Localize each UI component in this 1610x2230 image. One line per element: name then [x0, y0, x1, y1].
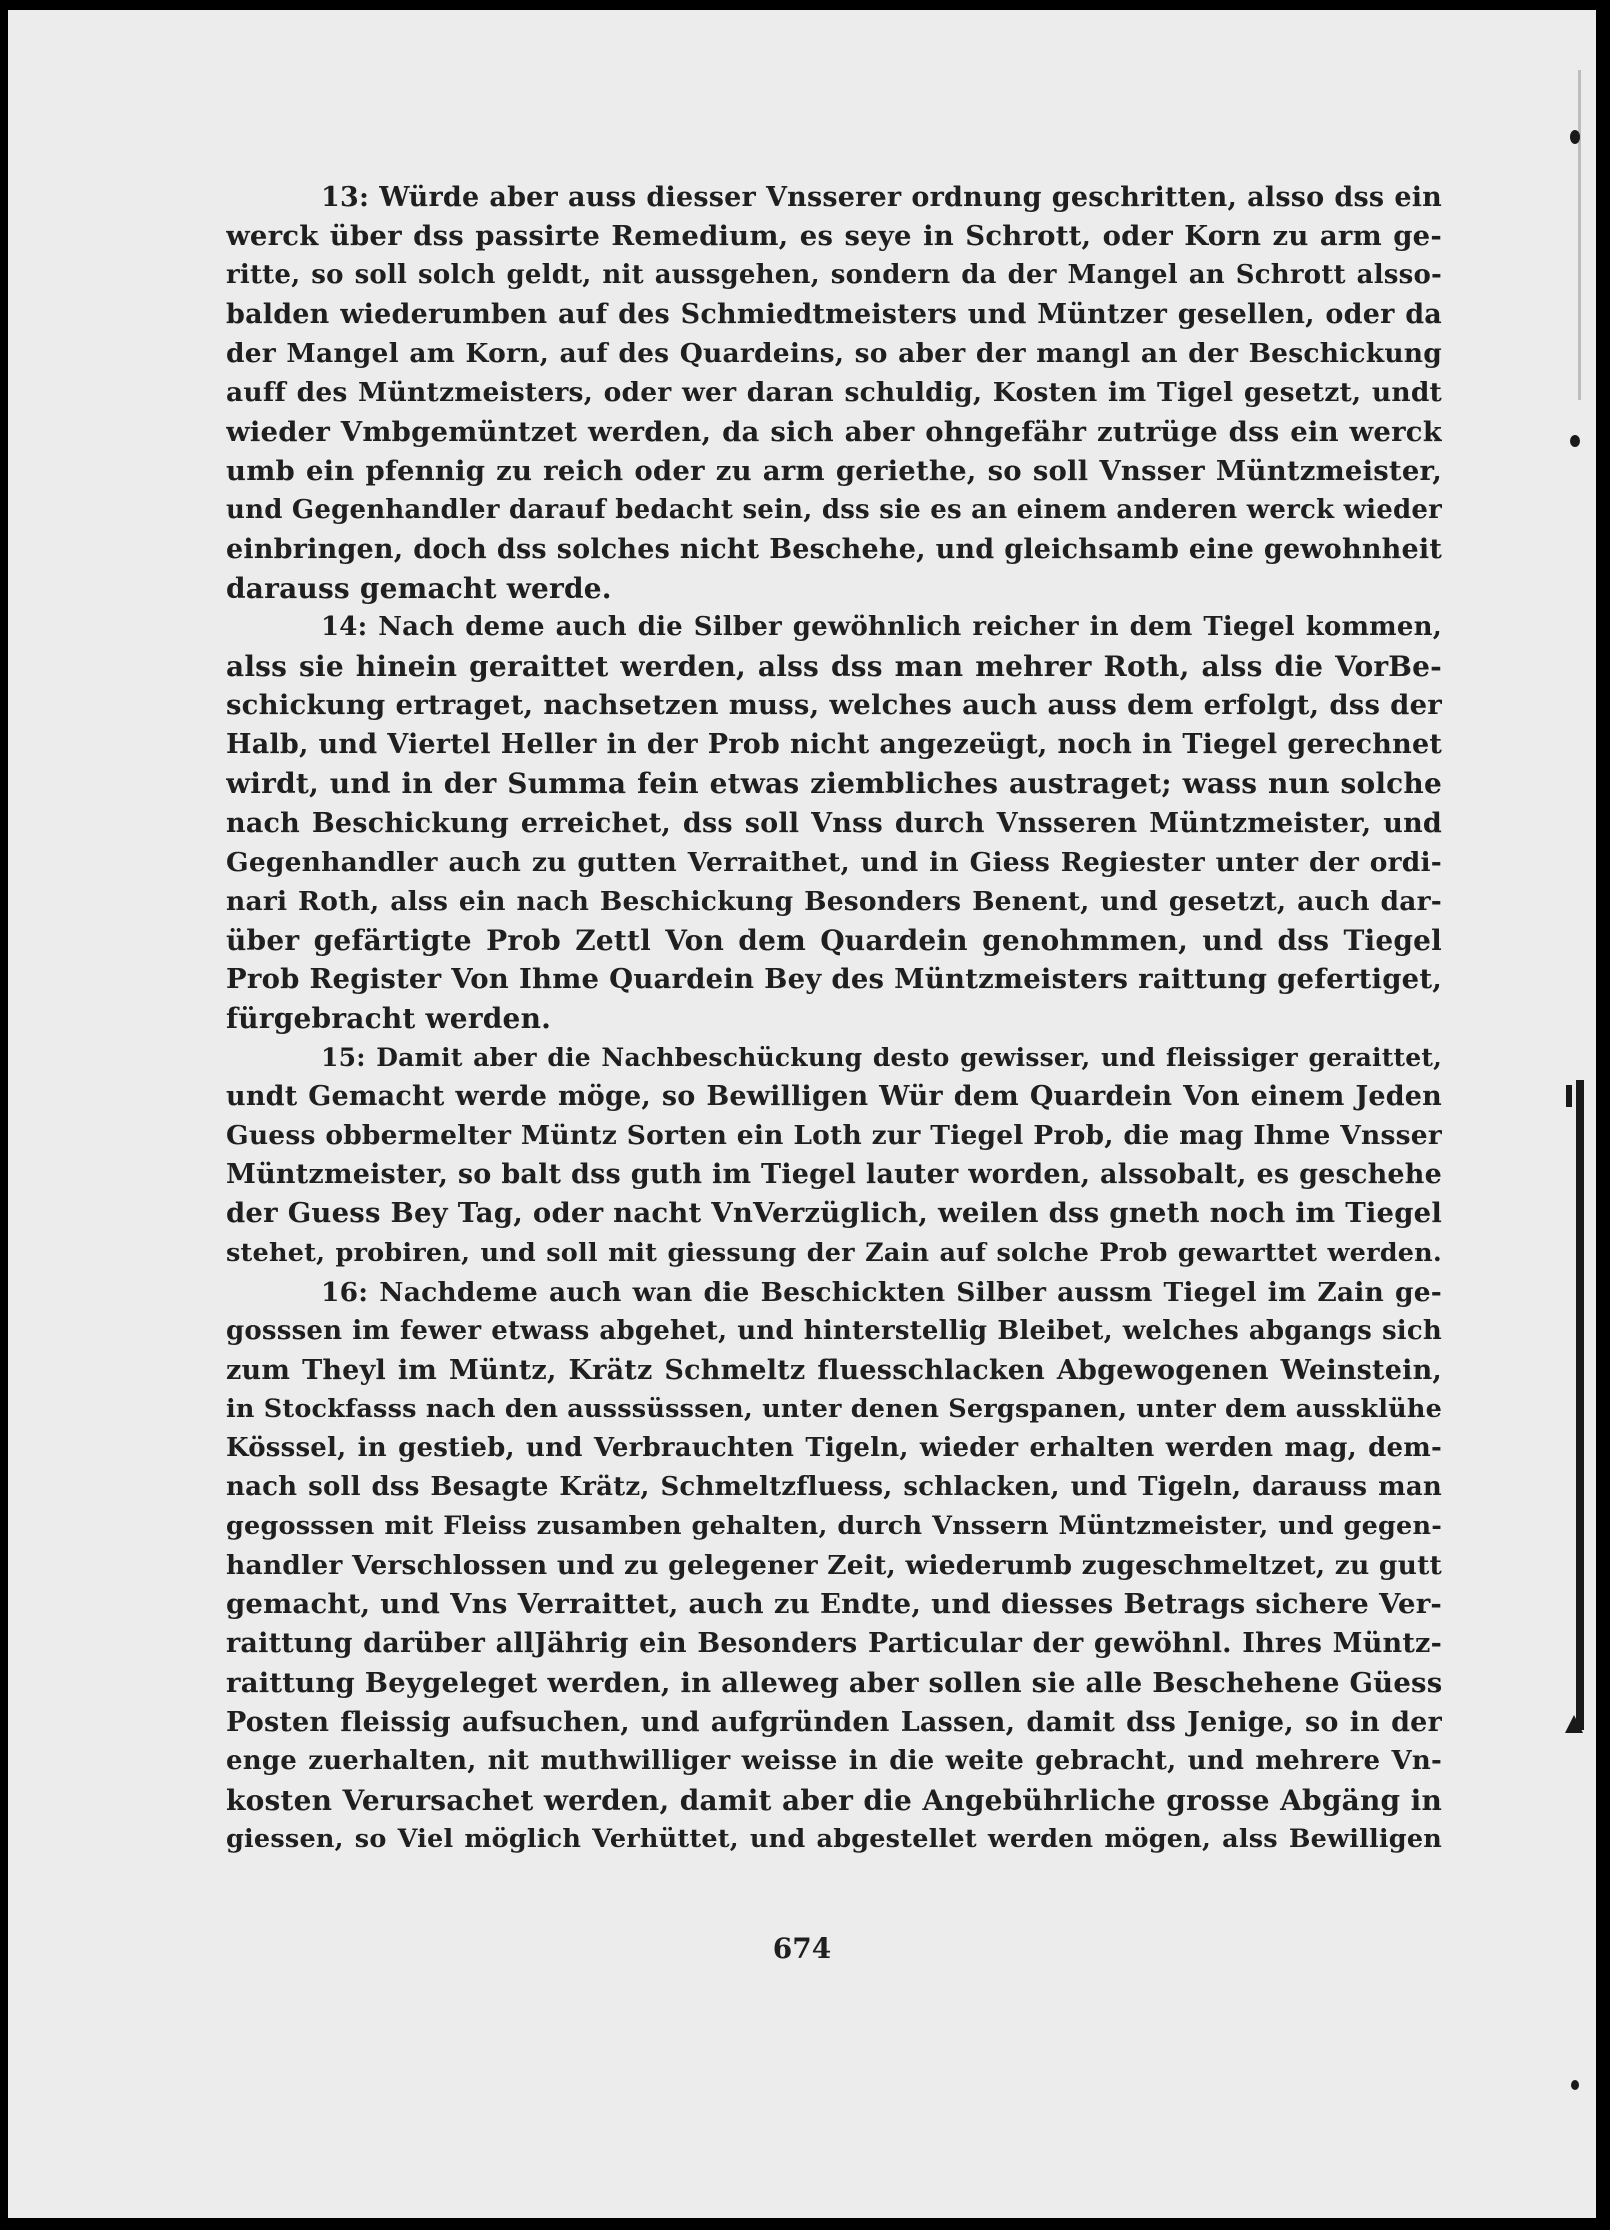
text-line: wirdt, und in der Summa fein etwas ziembliches austraget; wass nun solche — [226, 767, 1442, 801]
text-line: nach Beschickung erreichet, dss soll Vnss durch Vnsseren Müntzmeister, und — [226, 807, 1442, 839]
text-line: Prob Register Von Ihme Quardein Bey des Müntzmeisters raittung gefertiget, — [226, 962, 1442, 995]
text-line: umb ein pfennig zu reich oder zu arm geriethe, so soll Vnsser Müntzmeister, — [226, 454, 1442, 487]
text-line: schickung ertraget, nachsetzen muss, welches auch auss dem erfolgt, dss der — [226, 689, 1442, 722]
text-line: darauss gemacht werde. — [226, 571, 612, 605]
text-line: der Guess Bey Tag, oder nacht VnVerzüglich, weilen dss gneth noch im Tiegel — [226, 1197, 1442, 1230]
text-line: gemacht, und Vns Verraittet, auch zu Endte, und diesses Betrags sichere Ver- — [226, 1588, 1442, 1621]
text-line: kosten Verursachet werden, damit aber die Angebührliche grosse Abgäng in — [226, 1783, 1442, 1817]
text-line: 13: Würde aber auss diesser Vnsserer ordnung geschritten, alsso dss ein — [321, 182, 1442, 213]
text-line: balden wiederumben auf des Schmiedtmeisters und Müntzer gesellen, oder da — [226, 299, 1442, 331]
text-line: über gefärtigte Prob Zettl Von dem Quardein genohmmen, und dss Tiegel — [226, 923, 1442, 957]
text-line: 15: Damit aber die Nachbeschückung desto gewisser, und fleissiger geraittet, — [321, 1043, 1442, 1073]
text-line: 16: Nachdeme auch wan die Beschickten Silber aussm Tiegel im Zain ge- — [321, 1276, 1442, 1308]
text-line: Gegenhandler auch zu gutten Verraithet, und in Giess Regiester unter der ordi- — [226, 846, 1442, 878]
text-line: Guess obbermelter Müntz Sorten ein Loth zur Tiegel Prob, die mag Ihme Vnsser — [226, 1120, 1442, 1152]
text-line: giessen, so Viel möglich Verhüttet, und abgestellet werden mögen, alss Bewilligen — [226, 1823, 1442, 1854]
scan-mark-dot — [1571, 2080, 1579, 2090]
text-line: ritte, so soll solch geldt, nit aussgehen, sondern da der Mangel an Schrott alsso- — [226, 260, 1442, 291]
scan-mark-dot — [1570, 435, 1580, 447]
scan-mark-bar — [1566, 1085, 1572, 1107]
text-line: raittung Beygeleget werden, in alleweg aber sollen sie alle Beschehene Güess — [226, 1666, 1442, 1699]
text-line: Müntzmeister, so balt dss guth im Tiegel lauter worden, alssobalt, es geschehe — [226, 1159, 1442, 1191]
scan-mark-dot — [1570, 130, 1580, 144]
text-line: fürgebracht werden. — [226, 1001, 552, 1035]
text-line: in Stockfasss nach den ausssüsssen, unter denen Sergspanen, unter dem aussklühe — [226, 1393, 1442, 1424]
text-line: nari Roth, alss ein nach Beschickung Besonders Benent, und gesetzt, auch dar- — [226, 885, 1442, 917]
text-line: gegosssen mit Fleiss zusamben gehalten, durch Vnssern Müntzmeister, und gegen- — [226, 1511, 1442, 1542]
text-line: stehet, probiren, und soll mit giessung der Zain auf solche Prob gewarttet werden. — [226, 1237, 1442, 1268]
body-text — [226, 178, 1442, 1859]
text-line: enge zuerhalten, nit muthwilliger weisse in die weite gebracht, und mehrere Vn- — [226, 1745, 1442, 1776]
text-line: Posten fleissig aufsuchen, und aufgründen Lassen, damit dss Jenige, so in der — [226, 1706, 1442, 1738]
text-line: raittung darüber allJährig ein Besonders Particular der gewöhnl. Ihres Müntz- — [226, 1628, 1442, 1660]
text-line: gosssen im fewer etwass abgehet, und hinterstellig Bleibet, welches abgangs sich — [226, 1315, 1442, 1346]
text-line: und Gegenhandler darauf bedacht sein, dss sie es an einem anderen werck wieder — [226, 494, 1442, 525]
text-line: wieder Vmbgemüntzet werden, da sich aber ohngefähr zutrüge dss ein werck — [226, 415, 1442, 448]
text-line: alss sie hinein geraittet werden, alss dss man mehrer Roth, alss die VorBe- — [226, 650, 1442, 684]
text-line: werck über dss passirte Remedium, es seye in Schrott, oder Korn zu arm ge- — [226, 220, 1442, 253]
text-line: Kösssel, in gestieb, und Verbrauchten Tigeln, wieder erhalten werden mag, dem- — [226, 1433, 1442, 1463]
text-line: undt Gemacht werde möge, so Bewilligen Wür dem Quardein Von einem Jeden — [226, 1081, 1442, 1113]
scan-mark-triangle — [1565, 1715, 1583, 1733]
scan-mark-bar — [1576, 1080, 1584, 1730]
text-line: einbringen, doch dss solches nicht Beschehe, und gleichsamb eine gewohnheit — [226, 533, 1442, 565]
text-line: Halb, und Viertel Heller in der Prob nicht angezeügt, noch in Tiegel gerechnet — [226, 729, 1442, 761]
text-line: 14: Nach deme auch die Silber gewöhnlich reicher in dem Tiegel kommen, — [321, 612, 1442, 643]
text-line: der Mangel am Korn, auf des Quardeins, so aber der mangl an der Beschickung — [226, 338, 1442, 370]
page-number: 674 — [772, 1932, 832, 1965]
scan-edge-shadow — [1578, 70, 1581, 400]
scanned-page — [8, 10, 1596, 2218]
text-line: handler Verschlossen und zu gelegener Zeit, wiederumb zugeschmeltzet, zu gutt — [226, 1550, 1442, 1582]
text-line: auff des Müntzmeisters, oder wer daran schuldig, Kosten im Tigel gesetzt, undt — [226, 377, 1442, 409]
text-line: nach soll dss Besagte Krätz, Schmeltzfluess, schlacken, und Tigeln, darauss man — [226, 1472, 1442, 1503]
text-line: zum Theyl im Müntz, Krätz Schmeltz fluesschlacken Abgewogenen Weinstein, — [226, 1354, 1442, 1386]
